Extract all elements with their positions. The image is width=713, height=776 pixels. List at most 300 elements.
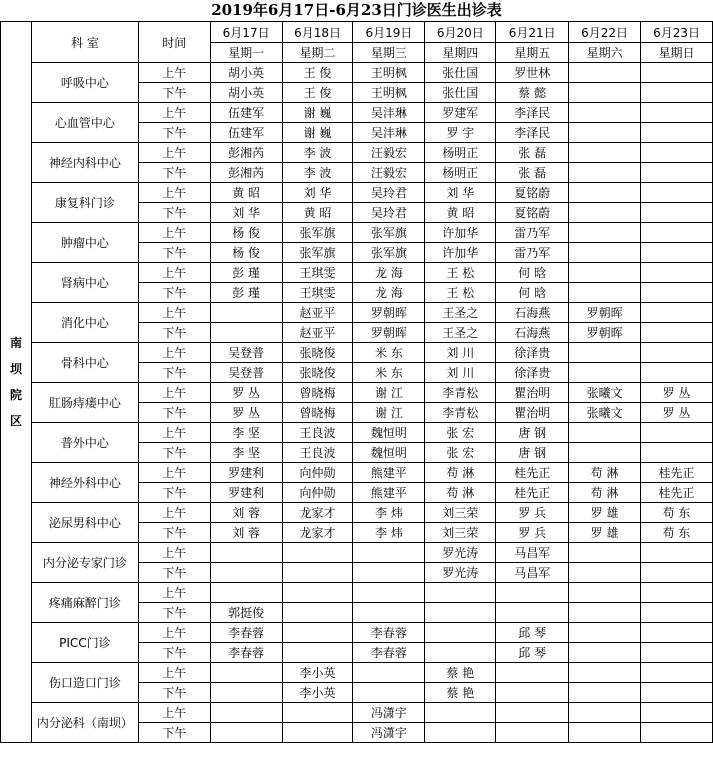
doctor-cell [569,723,641,743]
doctor-cell: 瞿治明 [496,403,569,423]
doctor-cell [210,703,282,723]
page-title: 2019年6月17日-6月23日门诊医生出诊表 [211,1,502,19]
doctor-cell: 黄 昭 [282,203,353,223]
doctor-cell: 李春蓉 [353,643,425,663]
doctor-cell [569,103,641,123]
doctor-cell: 李春蓉 [210,623,282,643]
department-name: 内分泌科（南坝） [31,703,138,743]
doctor-cell: 何 晗 [496,263,569,283]
doctor-cell: 苟 东 [641,523,713,543]
session-time: 下午 [138,443,210,463]
doctor-cell: 夏铭蔚 [496,203,569,223]
doctor-cell: 谢 江 [353,403,425,423]
doctor-cell: 吴玲君 [353,183,425,203]
doctor-cell: 石海燕 [496,323,569,343]
doctor-cell [425,643,496,663]
doctor-cell: 罗 丛 [641,383,713,403]
doctor-cell: 罗 雄 [569,503,641,523]
doctor-cell [353,583,425,603]
doctor-cell [282,723,353,743]
doctor-cell [569,543,641,563]
doctor-cell [641,583,713,603]
doctor-cell: 罗 兵 [496,503,569,523]
doctor-cell: 刘 华 [425,183,496,203]
doctor-cell: 许加华 [425,223,496,243]
table-row [1,423,713,443]
doctor-cell [282,623,353,643]
doctor-cell: 刘 川 [425,343,496,363]
doctor-cell [641,83,713,103]
doctor-cell: 龙 海 [353,283,425,303]
session-time: 下午 [138,283,210,303]
session-time: 上午 [138,663,210,683]
session-time: 上午 [138,503,210,523]
doctor-cell: 罗朝晖 [569,303,641,323]
doctor-cell: 王 俊 [282,83,353,103]
table-row [1,623,713,643]
schedule-table [0,21,713,743]
session-time: 上午 [138,703,210,723]
doctor-cell: 苟 淋 [425,483,496,503]
department-name: 伤口造口门诊 [31,663,138,703]
doctor-cell: 黄 昭 [210,183,282,203]
doctor-cell [210,663,282,683]
doctor-cell [641,303,713,323]
doctor-cell [641,623,713,643]
doctor-cell: 马昌军 [496,563,569,583]
doctor-cell: 邱 琴 [496,623,569,643]
header-row-dates [1,22,713,43]
doctor-cell: 胡小英 [210,83,282,103]
doctor-cell: 李春蓉 [353,623,425,643]
doctor-cell: 冯潇宇 [353,703,425,723]
doctor-cell [641,683,713,703]
doctor-cell: 刘 蓉 [210,523,282,543]
doctor-cell: 李 炜 [353,503,425,523]
table-row [1,63,713,83]
table-row [1,463,713,483]
session-time: 上午 [138,303,210,323]
department-name: 内分泌专家门诊 [31,543,138,583]
department-name: 呼吸中心 [31,63,138,103]
doctor-cell: 杨 俊 [210,223,282,243]
doctor-cell: 罗 兵 [496,523,569,543]
doctor-cell [282,563,353,583]
session-time: 上午 [138,183,210,203]
weekday-header: 星期日 [641,43,713,63]
doctor-cell [210,543,282,563]
doctor-cell: 罗建军 [425,103,496,123]
doctor-cell: 罗朝晖 [569,323,641,343]
doctor-cell: 罗朝晖 [353,303,425,323]
session-time: 下午 [138,243,210,263]
doctor-cell: 张军旗 [353,243,425,263]
doctor-cell: 王琪雯 [282,263,353,283]
doctor-cell: 伍建军 [210,103,282,123]
doctor-cell: 徐泽贵 [496,363,569,383]
session-time: 上午 [138,383,210,403]
doctor-cell: 吴玲君 [353,203,425,223]
doctor-cell [641,183,713,203]
table-row [1,583,713,603]
doctor-cell [496,723,569,743]
doctor-cell: 张晓俊 [282,363,353,383]
doctor-cell: 赵亚平 [282,303,353,323]
doctor-cell [641,703,713,723]
department-name: 康复科门诊 [31,183,138,223]
doctor-cell [641,543,713,563]
doctor-cell: 王 俊 [282,63,353,83]
session-time: 上午 [138,623,210,643]
doctor-cell [569,263,641,283]
doctor-cell [569,563,641,583]
doctor-cell: 刘三荣 [425,503,496,523]
doctor-cell [569,363,641,383]
doctor-cell: 王 松 [425,263,496,283]
session-time: 下午 [138,723,210,743]
date-header: 6月20日 [425,22,496,43]
doctor-cell: 米 东 [353,343,425,363]
session-time: 上午 [138,543,210,563]
doctor-cell: 王明枫 [353,63,425,83]
doctor-cell: 龙家才 [282,523,353,543]
doctor-cell: 李小英 [282,683,353,703]
doctor-cell: 吴登普 [210,343,282,363]
doctor-cell [569,63,641,83]
doctor-cell: 罗光涛 [425,543,496,563]
doctor-cell: 米 东 [353,363,425,383]
doctor-cell [496,703,569,723]
doctor-cell: 罗 丛 [210,383,282,403]
doctor-cell [353,543,425,563]
doctor-cell [569,143,641,163]
doctor-cell: 王良波 [282,443,353,463]
doctor-cell [569,183,641,203]
doctor-cell: 张 磊 [496,143,569,163]
department-name: 疼痛麻醉门诊 [31,583,138,623]
doctor-cell [641,643,713,663]
doctor-cell: 刘 华 [210,203,282,223]
doctor-cell: 吴登普 [210,363,282,383]
doctor-cell [569,623,641,643]
doctor-cell: 彭 瑾 [210,283,282,303]
department-name: 肾病中心 [31,263,138,303]
dept-column-header: 科 室 [31,22,138,63]
doctor-cell: 杨 俊 [210,243,282,263]
doctor-cell [569,423,641,443]
doctor-cell: 李泽民 [496,123,569,143]
doctor-cell [569,283,641,303]
doctor-cell: 黄 昭 [425,203,496,223]
department-name: PICC门诊 [31,623,138,663]
doctor-cell: 罗建利 [210,483,282,503]
doctor-cell [210,323,282,343]
doctor-cell: 魏恒明 [353,443,425,463]
doctor-cell [569,583,641,603]
table-row [1,103,713,123]
session-time: 下午 [138,123,210,143]
doctor-cell [569,663,641,683]
doctor-cell [353,683,425,703]
session-time: 上午 [138,263,210,283]
doctor-cell: 彭湘芮 [210,143,282,163]
doctor-cell [425,603,496,623]
doctor-cell: 马昌军 [496,543,569,563]
doctor-cell: 石海燕 [496,303,569,323]
session-time: 上午 [138,423,210,443]
session-time: 下午 [138,403,210,423]
session-time: 上午 [138,63,210,83]
doctor-cell [210,683,282,703]
doctor-cell: 李 波 [282,163,353,183]
doctor-cell: 罗 宇 [425,123,496,143]
doctor-cell [569,83,641,103]
doctor-cell [496,603,569,623]
doctor-cell [569,123,641,143]
doctor-cell: 彭 瑾 [210,263,282,283]
weekday-header: 星期六 [569,43,641,63]
doctor-cell: 蔡 艳 [425,663,496,683]
doctor-cell: 罗朝晖 [353,323,425,343]
doctor-cell: 谢 巍 [282,123,353,143]
doctor-cell [641,283,713,303]
doctor-cell [353,563,425,583]
doctor-cell: 刘 蓉 [210,503,282,523]
doctor-cell [282,643,353,663]
session-time: 上午 [138,143,210,163]
doctor-cell [641,63,713,83]
doctor-cell [641,663,713,683]
date-header: 6月21日 [496,22,569,43]
doctor-cell [353,603,425,623]
doctor-cell: 吴沣琳 [353,123,425,143]
doctor-cell: 苟 淋 [569,483,641,503]
doctor-cell [425,723,496,743]
doctor-cell [569,243,641,263]
department-name: 神经外科中心 [31,463,138,503]
doctor-cell: 张曦文 [569,383,641,403]
doctor-cell [282,703,353,723]
session-time: 下午 [138,83,210,103]
department-name: 肛肠痔瘘中心 [31,383,138,423]
doctor-cell: 桂先正 [496,483,569,503]
doctor-cell: 向仲勋 [282,463,353,483]
weekday-header: 星期五 [496,43,569,63]
doctor-cell: 张军旗 [282,223,353,243]
doctor-cell [641,143,713,163]
weekday-header: 星期四 [425,43,496,63]
table-row [1,263,713,283]
doctor-cell [569,683,641,703]
weekday-header: 星期一 [210,43,282,63]
doctor-cell: 邱 琴 [496,643,569,663]
doctor-cell: 王明枫 [353,83,425,103]
doctor-cell: 罗 雄 [569,523,641,543]
doctor-cell: 徐泽贵 [496,343,569,363]
doctor-cell [641,223,713,243]
session-time: 上午 [138,103,210,123]
doctor-cell: 赵亚平 [282,323,353,343]
doctor-cell [641,423,713,443]
time-column-header: 时间 [138,22,210,63]
doctor-cell [641,163,713,183]
session-time: 下午 [138,683,210,703]
doctor-cell: 伍建军 [210,123,282,143]
doctor-cell [569,443,641,463]
doctor-cell [641,123,713,143]
doctor-cell: 王琪雯 [282,283,353,303]
doctor-cell: 张军旗 [353,223,425,243]
doctor-cell: 李春蓉 [210,643,282,663]
session-time: 下午 [138,203,210,223]
table-row [1,343,713,363]
doctor-cell: 熊建平 [353,483,425,503]
doctor-cell: 汪毅宏 [353,143,425,163]
doctor-cell: 雷乃军 [496,223,569,243]
date-header: 6月22日 [569,22,641,43]
doctor-cell: 王 松 [425,283,496,303]
doctor-cell [641,603,713,623]
doctor-cell [210,723,282,743]
doctor-cell [569,603,641,623]
weekday-header: 星期三 [353,43,425,63]
session-time: 下午 [138,603,210,623]
date-header: 6月18日 [282,22,353,43]
doctor-cell: 桂先正 [641,463,713,483]
date-header: 6月19日 [353,22,425,43]
doctor-cell: 王圣之 [425,323,496,343]
doctor-cell [569,703,641,723]
doctor-cell [210,583,282,603]
table-row [1,543,713,563]
date-header: 6月23日 [641,22,713,43]
department-name: 肿瘤中心 [31,223,138,263]
session-time: 下午 [138,643,210,663]
doctor-cell [641,243,713,263]
department-name: 泌尿男科中心 [31,503,138,543]
doctor-cell: 胡小英 [210,63,282,83]
doctor-cell [353,663,425,683]
doctor-cell: 冯潇宇 [353,723,425,743]
doctor-cell [569,643,641,663]
doctor-cell: 王圣之 [425,303,496,323]
doctor-cell: 张 宏 [425,423,496,443]
date-header: 6月17日 [210,22,282,43]
doctor-cell [569,163,641,183]
department-name: 骨科中心 [31,343,138,383]
doctor-cell: 熊建平 [353,463,425,483]
doctor-cell: 何 晗 [496,283,569,303]
doctor-cell: 谢 巍 [282,103,353,123]
doctor-cell: 夏铭蔚 [496,183,569,203]
doctor-cell [425,703,496,723]
doctor-cell: 罗建利 [210,463,282,483]
table-row [1,143,713,163]
session-time: 上午 [138,223,210,243]
doctor-cell [641,343,713,363]
session-time: 下午 [138,523,210,543]
doctor-cell: 彭湘芮 [210,163,282,183]
doctor-cell: 谢 江 [353,383,425,403]
doctor-cell: 桂先正 [641,483,713,503]
doctor-cell [641,723,713,743]
table-row [1,383,713,403]
doctor-cell: 唐 钢 [496,443,569,463]
doctor-cell [569,343,641,363]
doctor-cell: 雷乃军 [496,243,569,263]
doctor-cell: 龙家才 [282,503,353,523]
doctor-cell [425,583,496,603]
table-row [1,303,713,323]
doctor-cell: 张曦文 [569,403,641,423]
doctor-cell [641,363,713,383]
table-row [1,223,713,243]
department-name: 神经内科中心 [31,143,138,183]
doctor-cell [496,663,569,683]
doctor-cell: 李 炜 [353,523,425,543]
doctor-cell: 吴沣琳 [353,103,425,123]
doctor-cell: 杨明正 [425,163,496,183]
doctor-cell: 张 磊 [496,163,569,183]
doctor-cell: 张军旗 [282,243,353,263]
doctor-cell [569,223,641,243]
doctor-cell: 蔡 艳 [425,683,496,703]
doctor-cell: 苟 淋 [569,463,641,483]
doctor-cell [641,443,713,463]
session-time: 下午 [138,563,210,583]
doctor-cell: 许加华 [425,243,496,263]
doctor-cell: 李 坚 [210,443,282,463]
table-row [1,703,713,723]
doctor-cell: 罗 丛 [210,403,282,423]
doctor-cell: 杨明正 [425,143,496,163]
doctor-cell [425,623,496,643]
doctor-cell [641,323,713,343]
session-time: 上午 [138,583,210,603]
doctor-cell: 罗光涛 [425,563,496,583]
table-row [1,663,713,683]
doctor-cell: 张晓俊 [282,343,353,363]
doctor-cell [210,563,282,583]
doctor-cell: 曾晓梅 [282,403,353,423]
session-time: 下午 [138,323,210,343]
session-time: 上午 [138,343,210,363]
doctor-cell: 汪毅宏 [353,163,425,183]
doctor-cell: 李 波 [282,143,353,163]
doctor-cell: 李青松 [425,383,496,403]
doctor-cell [641,563,713,583]
doctor-cell: 苟 东 [641,503,713,523]
doctor-cell: 龙 海 [353,263,425,283]
doctor-cell: 李小英 [282,663,353,683]
doctor-cell [496,583,569,603]
session-time: 上午 [138,463,210,483]
doctor-cell [282,543,353,563]
doctor-cell: 罗世林 [496,63,569,83]
department-name: 普外中心 [31,423,138,463]
doctor-cell [496,683,569,703]
doctor-cell: 刘 华 [282,183,353,203]
doctor-cell: 王良波 [282,423,353,443]
doctor-cell: 张 宏 [425,443,496,463]
weekday-header: 星期二 [282,43,353,63]
doctor-cell: 李 坚 [210,423,282,443]
doctor-cell: 张仕国 [425,63,496,83]
table-row [1,503,713,523]
doctor-cell [569,203,641,223]
doctor-cell: 罗 丛 [641,403,713,423]
campus-label [1,22,32,743]
